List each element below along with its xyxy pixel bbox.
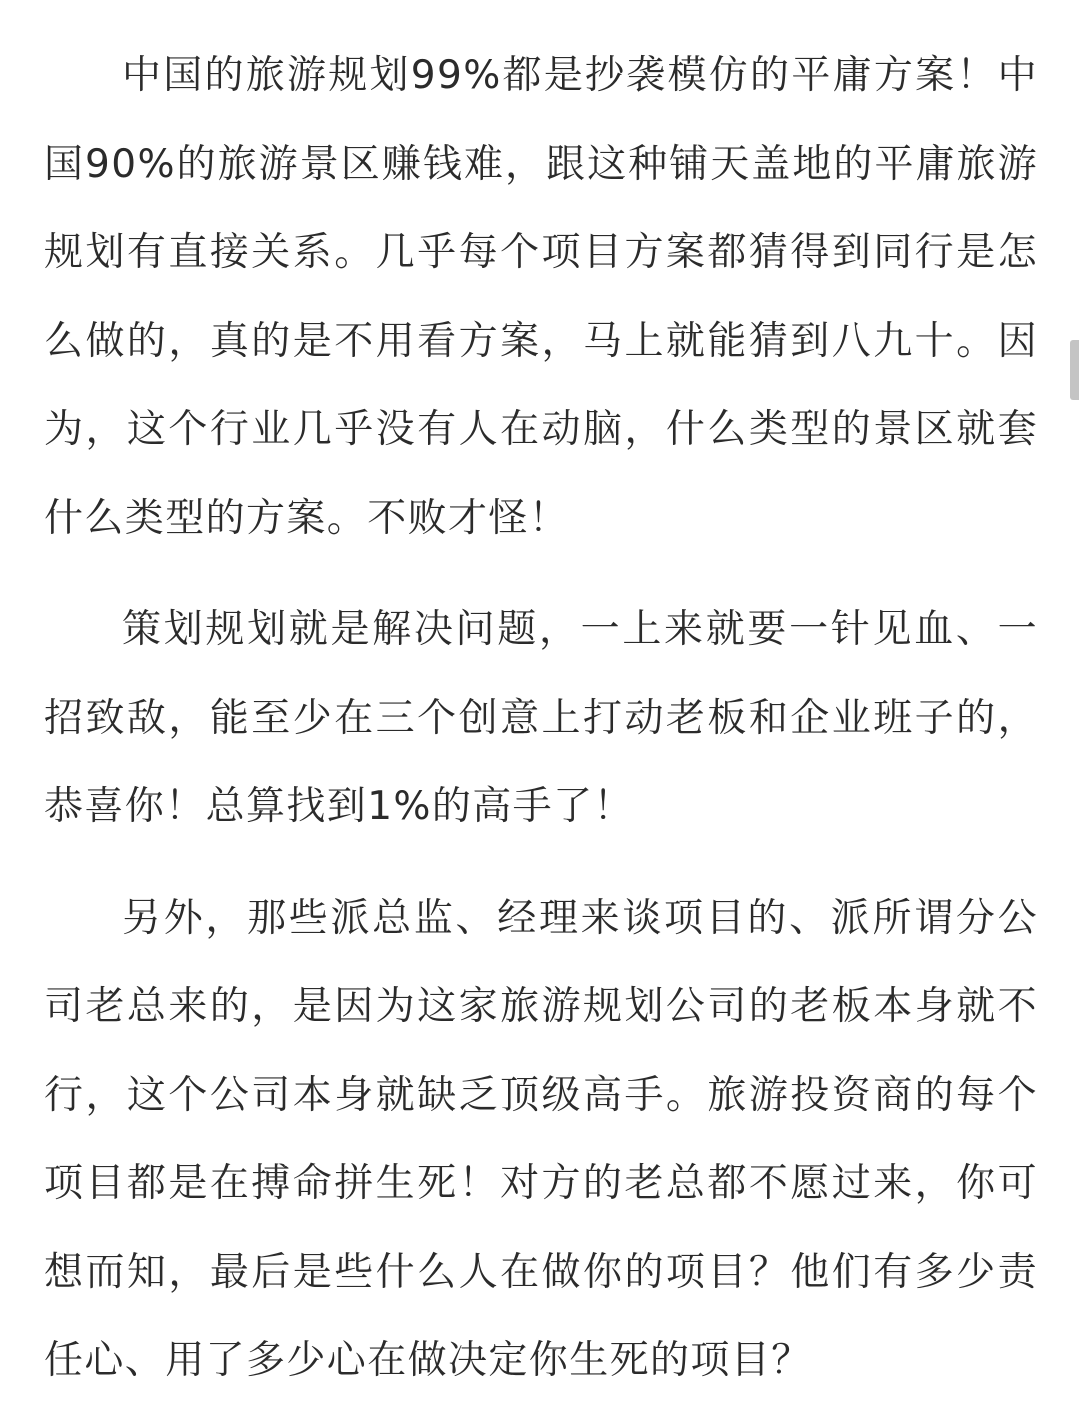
paragraph-1: 中国的旅游规划99%都是抄袭模仿的平庸方案！中国90%的旅游景区赚钱难，跟这种铺天盖地的平庸旅游规划有直接关系。几乎每个项目方案都猜得到同行是怎么做的，真的是不用看方案，马上就能猜到八九十。因为，这个行业几乎没有人在动脑，什么类型的景区就套什么类型的方案。不败才怪！	[44, 53, 1038, 541]
paragraph-2: 策划规划就是解决问题，一上来就要一针见血、一招致敌，能至少在三个创意上打动老板和企业班子的，恭喜你！总算找到1%的高手了！	[44, 607, 1038, 829]
article-body	[44, 32, 1038, 1406]
paragraph-3: 另外，那些派总监、经理来谈项目的、派所谓分公司老总来的，是因为这家旅游规划公司的老板本身就不行，这个公司本身就缺乏顶级高手。旅游投资商的每个项目都是在搏命拼生死！对方的老总都不愿过来，你可想而知，最后是些什么人在做你的项目？他们有多少责任心、用了多少心在做决定你生死的项目？	[44, 895, 1038, 1383]
scrollbar-thumb[interactable]	[1070, 340, 1079, 400]
